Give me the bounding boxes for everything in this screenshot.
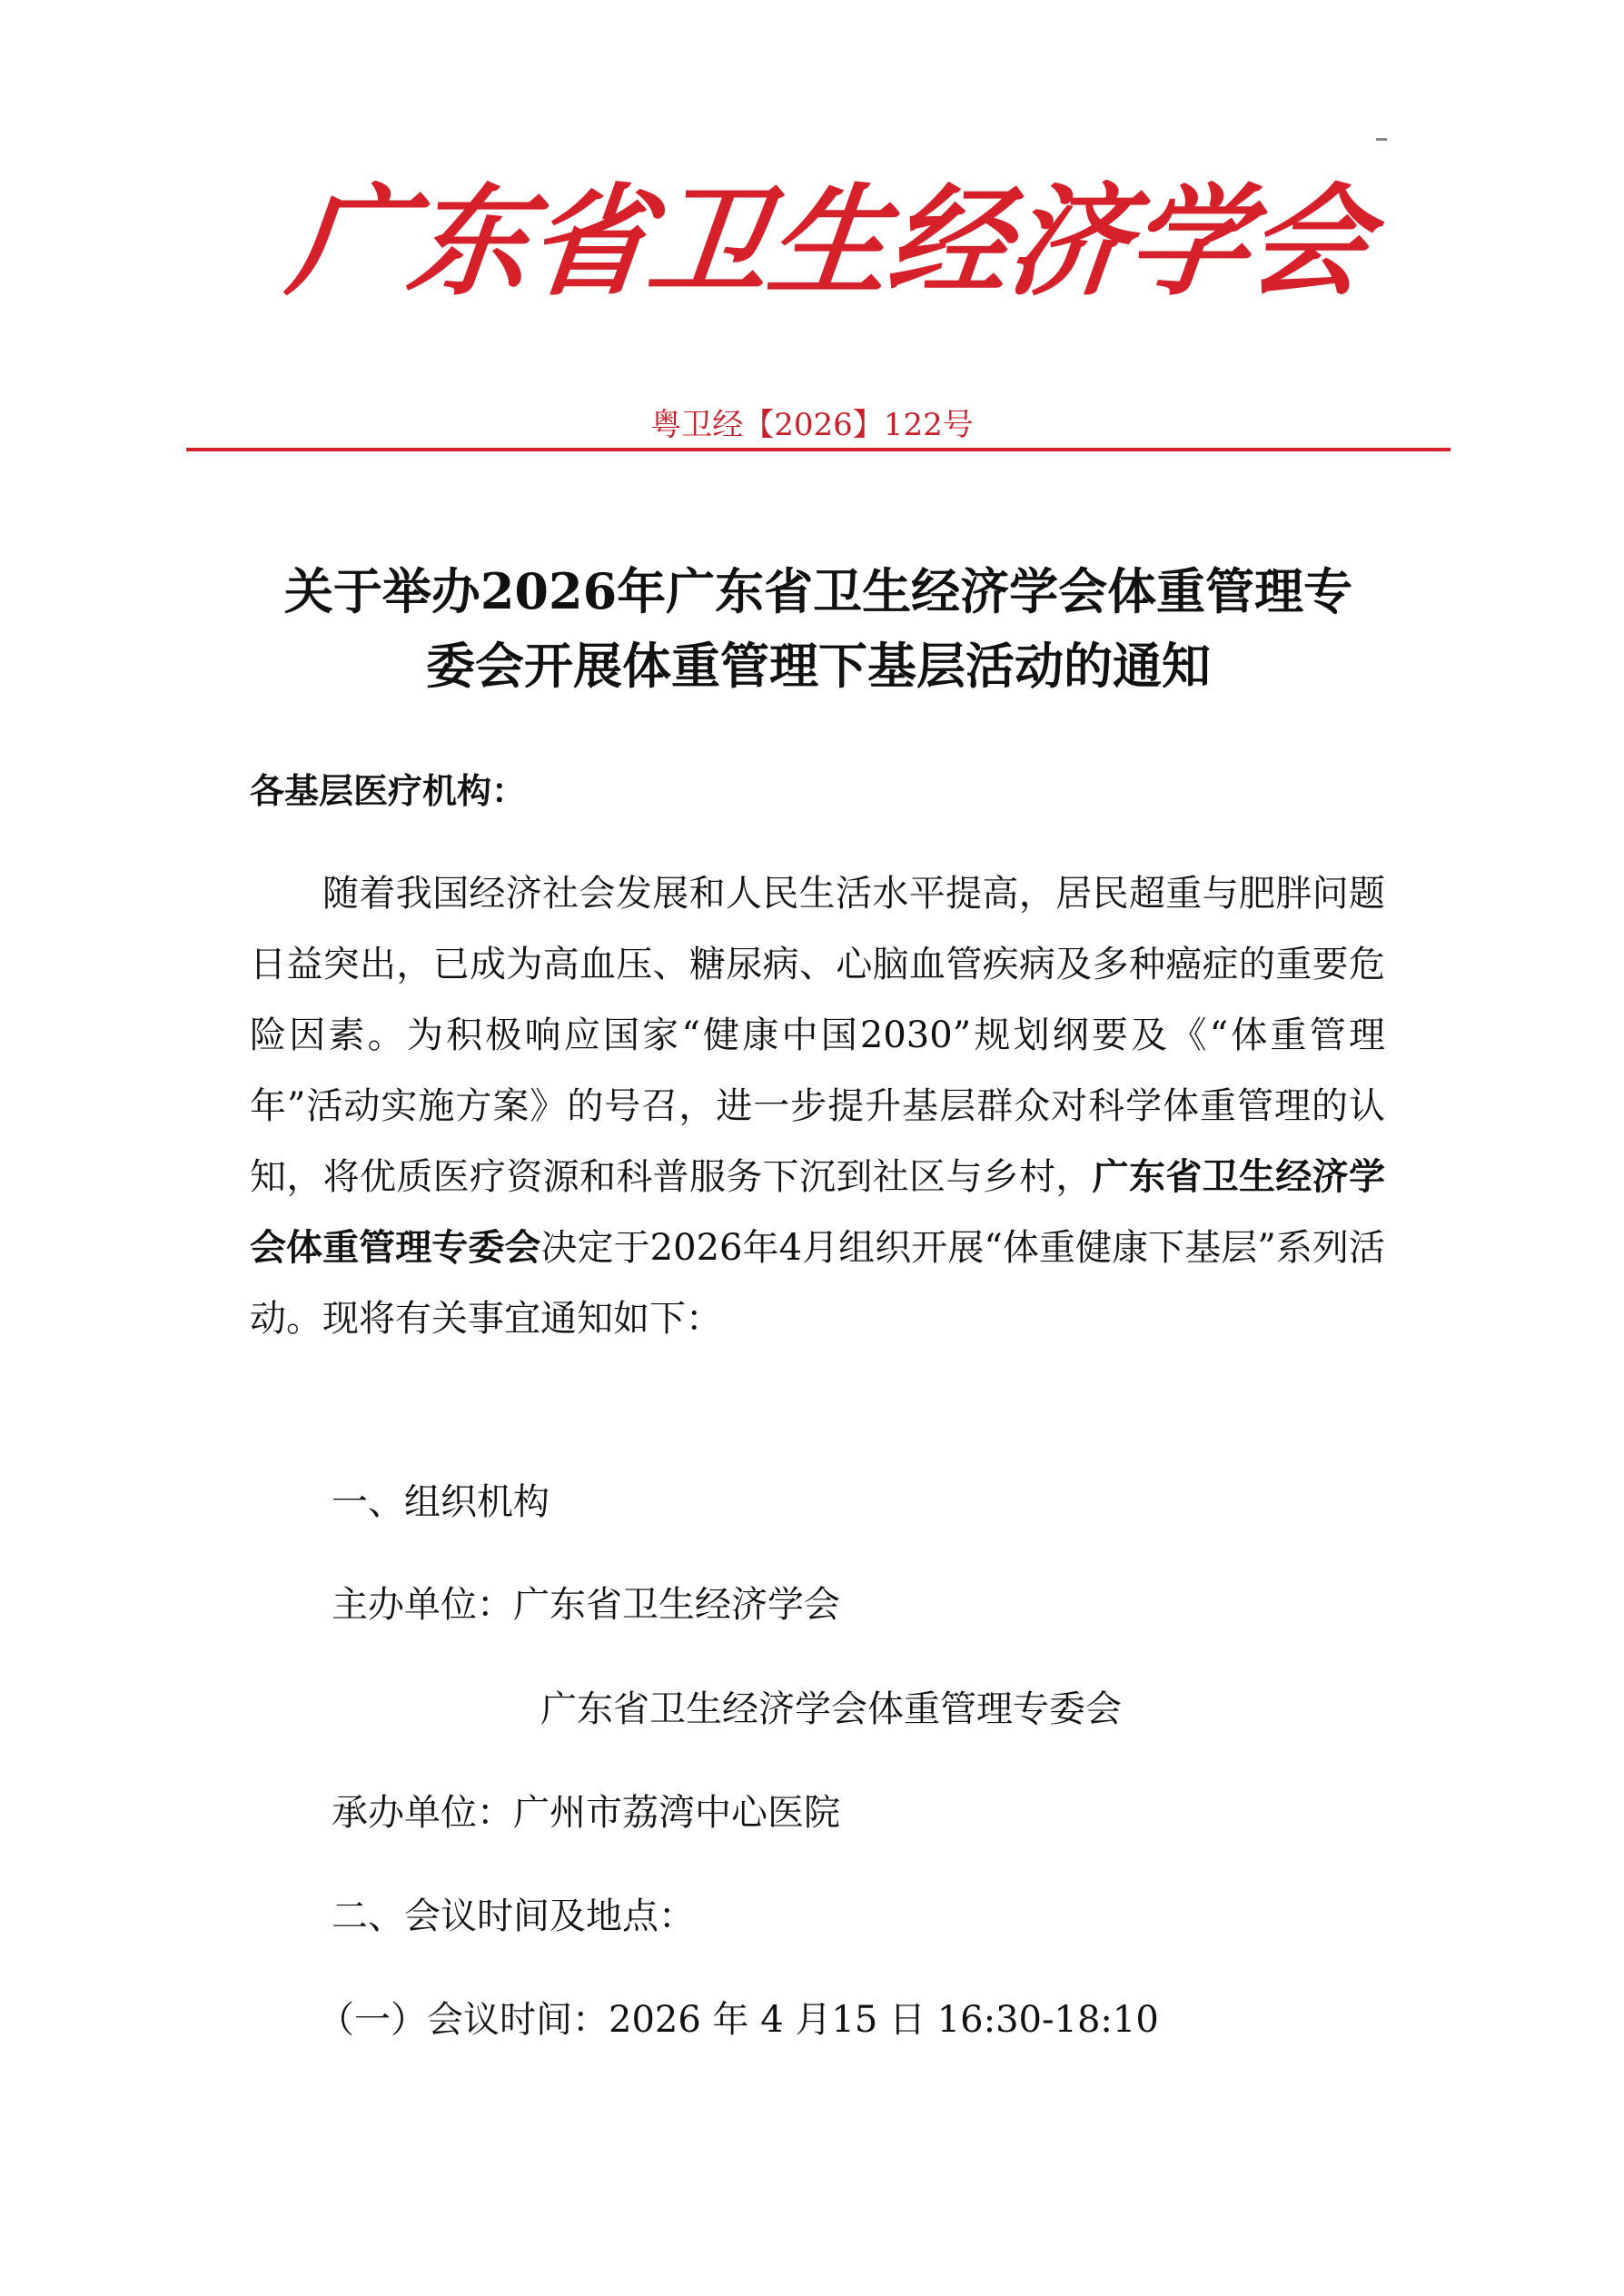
salutation: 各基层医疗机构： [250,770,527,811]
letterhead-divider [186,448,1451,451]
notice-title [186,554,1451,703]
organizer-unit-line: 承办单位：广州市荔湾中心医院 [332,1792,840,1834]
body-paragraph [250,858,1385,1354]
letterhead-char: 东 [401,172,537,312]
letterhead-org-name [282,154,1376,312]
letterhead-char: 卫 [641,172,777,312]
letterhead-char: 济 [1001,172,1136,312]
letterhead-char: 经 [881,172,1016,312]
notice-title-line-2: 委会开展体重管理下基层活动的通知 [426,637,1211,695]
section-2-heading: 二、会议时间及地点： [332,1895,695,1937]
notice-title-line-1: 关于举办2026年广东省卫生经济学会体重管理专 [283,562,1353,620]
document-number: 粤卫经【2026】122号 [650,407,974,443]
meeting-time-line: （一）会议时间：2026 年 4 月15 日 16:30-18:10 [318,1999,1159,2041]
letterhead-char: 学 [1121,172,1256,312]
letterhead-char: 会 [1241,172,1376,312]
letterhead-char: 广 [282,172,417,312]
host-unit-line-2: 广东省卫生经济学会体重管理专委会 [540,1688,1122,1730]
section-1-heading: 一、组织机构 [332,1481,550,1523]
letterhead-char: 省 [521,172,657,312]
body-text-part-1: 随着我国经济社会发展和人民生活水平提高，居民超重与肥胖问题日益突出，已成为高血压、糖尿病、心脑血管疾病及多种癌症的重要危险因素。为积极响应国家“健康中国2030”规划纲要及《“体重管理年”活动实施方案》的号召，进一步提升基层群众对科学体重管理的认知，将优质医疗资源和科普服务下沉到社区与乡村， [250,873,1385,1198]
body-text-part-2: 决定于2026年4月组织开展“体重健康下基层”系列活动。现将有关事宜通知如下： [250,1227,1385,1340]
body-text-bold: 广东省卫生经济学会体重管理专委会 [250,1155,1386,1269]
scan-mark [1376,138,1387,141]
host-unit-line-1: 主办单位：广东省卫生经济学会 [332,1584,840,1626]
letterhead-char: 生 [761,172,896,312]
